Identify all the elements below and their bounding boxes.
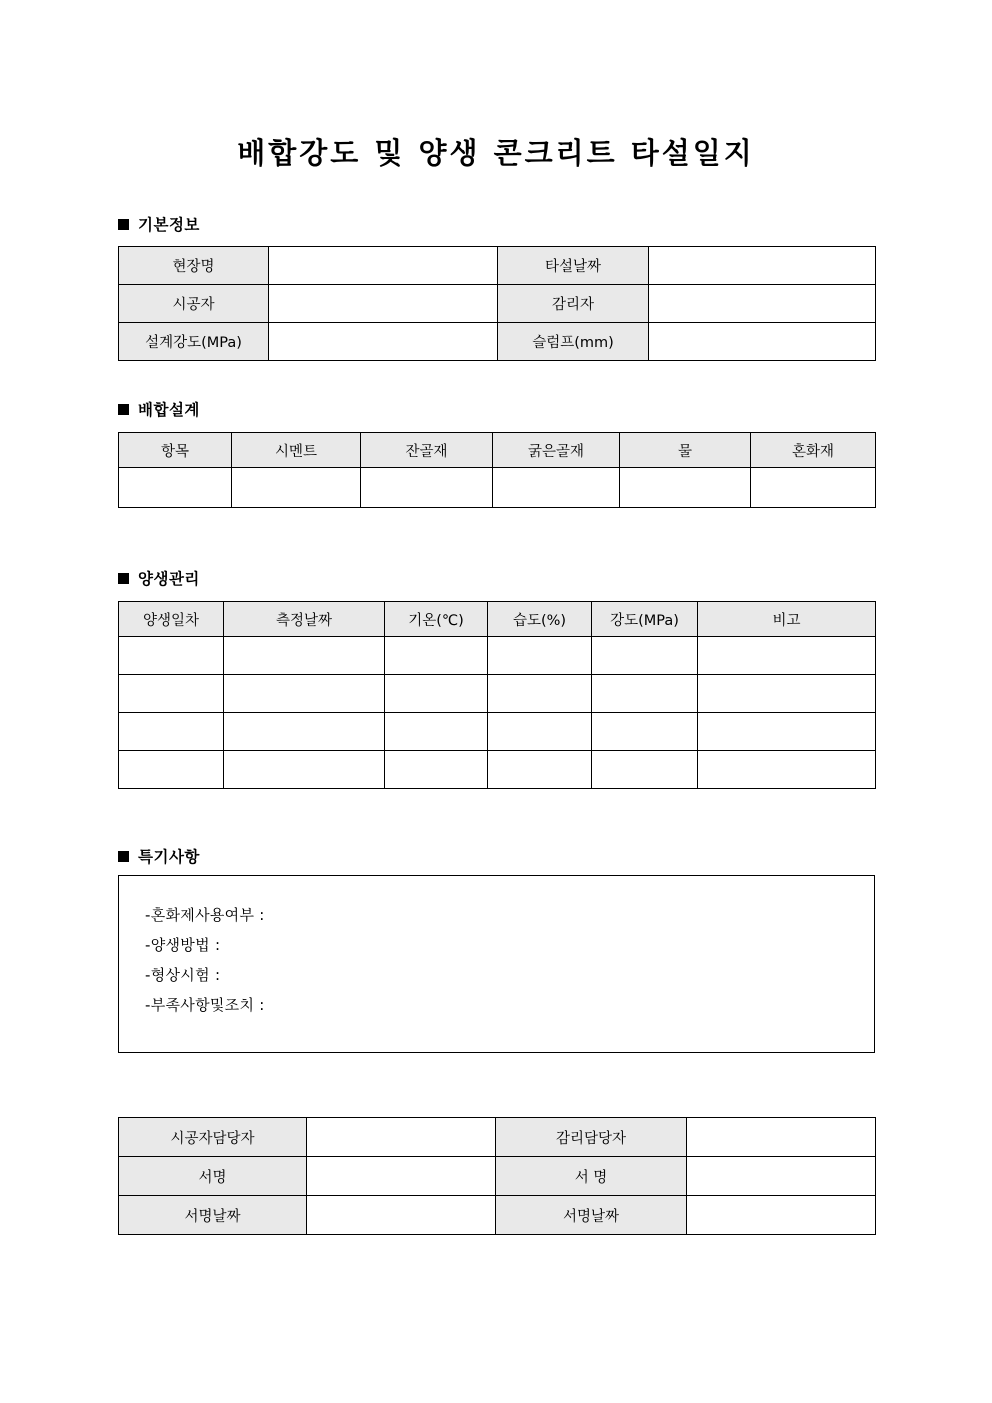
- square-bullet-icon: [118, 851, 129, 862]
- signature-label-contractor-sign-date: 서명날짜: [119, 1196, 307, 1235]
- table-row: [119, 675, 876, 713]
- signature-value-contractor-sign-date[interactable]: [307, 1196, 496, 1235]
- mix-design-cell-coarse-aggregate[interactable]: [493, 468, 620, 508]
- curing-header-humidity: 습도(%): [488, 602, 592, 637]
- section-heading-basic-info-label: 기본정보: [138, 216, 200, 234]
- mix-design-cell-item[interactable]: [119, 468, 232, 508]
- basic-info-label-design-strength: 설계강도(MPa): [119, 323, 269, 361]
- curing-cell-temperature[interactable]: [385, 713, 488, 751]
- curing-cell-day[interactable]: [119, 675, 224, 713]
- curing-cell-temperature[interactable]: [385, 637, 488, 675]
- curing-header-strength: 강도(MPa): [592, 602, 698, 637]
- mix-design-cell-water[interactable]: [620, 468, 751, 508]
- square-bullet-icon: [118, 404, 129, 415]
- table-header-row: [119, 602, 876, 637]
- section-heading-special-notes-label: 특기사항: [138, 848, 200, 866]
- curing-cell-humidity[interactable]: [488, 751, 592, 789]
- basic-info-value-site-name[interactable]: [269, 247, 498, 285]
- curing-header-day: 양생일차: [119, 602, 224, 637]
- mix-design-header-fine-aggregate: 잔골재: [361, 433, 493, 468]
- basic-info-label-supervisor: 감리자: [498, 285, 649, 323]
- curing-cell-remarks[interactable]: [698, 713, 876, 751]
- table-row: [119, 247, 876, 285]
- curing-cell-temperature[interactable]: [385, 675, 488, 713]
- basic-info-value-supervisor[interactable]: [649, 285, 876, 323]
- mix-design-header-item: 항목: [119, 433, 232, 468]
- signature-value-supervisor-sign[interactable]: [687, 1157, 876, 1196]
- table-row: [119, 1118, 876, 1157]
- mix-design-cell-cement[interactable]: [232, 468, 361, 508]
- curing-cell-strength[interactable]: [592, 751, 698, 789]
- square-bullet-icon: [118, 219, 129, 230]
- signature-label-supervisor-sign-date: 서명날짜: [496, 1196, 687, 1235]
- section-heading-special-notes: [118, 845, 200, 867]
- mix-design-header-coarse-aggregate: 굵은골재: [493, 433, 620, 468]
- basic-info-label-slump: 슬럼프(mm): [498, 323, 649, 361]
- curing-cell-day[interactable]: [119, 751, 224, 789]
- section-heading-curing-management-label: 양생관리: [138, 570, 200, 588]
- table-row: [119, 285, 876, 323]
- curing-cell-remarks[interactable]: [698, 637, 876, 675]
- special-note-line-deficiency-action: -부족사항및조치 :: [145, 996, 265, 1014]
- table-row: [119, 713, 876, 751]
- mix-design-header-cement: 시멘트: [232, 433, 361, 468]
- signature-table: [118, 1117, 876, 1235]
- curing-cell-temperature[interactable]: [385, 751, 488, 789]
- section-heading-mix-design-label: 배합설계: [138, 401, 200, 419]
- signature-label-supervisor-manager: 감리담당자: [496, 1118, 687, 1157]
- curing-cell-day[interactable]: [119, 713, 224, 751]
- basic-info-value-slump[interactable]: [649, 323, 876, 361]
- square-bullet-icon: [118, 573, 129, 584]
- curing-cell-remarks[interactable]: [698, 751, 876, 789]
- curing-cell-measure-date[interactable]: [224, 751, 385, 789]
- special-note-line-curing-method: -양생방법 :: [145, 936, 221, 954]
- basic-info-label-pour-date: 타설날짜: [498, 247, 649, 285]
- curing-cell-humidity[interactable]: [488, 713, 592, 751]
- special-note-line-shape-test: -형상시험 :: [145, 966, 221, 984]
- curing-cell-strength[interactable]: [592, 713, 698, 751]
- curing-cell-strength[interactable]: [592, 637, 698, 675]
- section-heading-mix-design: [118, 398, 200, 420]
- basic-info-value-pour-date[interactable]: [649, 247, 876, 285]
- curing-header-temperature: 기온(℃): [385, 602, 488, 637]
- table-row: [119, 637, 876, 675]
- curing-cell-day[interactable]: [119, 637, 224, 675]
- mix-design-cell-fine-aggregate[interactable]: [361, 468, 493, 508]
- section-heading-curing-management: [118, 567, 200, 589]
- basic-info-table: [118, 246, 876, 361]
- signature-label-contractor-manager: 시공자담당자: [119, 1118, 307, 1157]
- curing-cell-humidity[interactable]: [488, 637, 592, 675]
- special-note-line-admixture-usage: -혼화제사용여부 :: [145, 906, 265, 924]
- special-notes-box[interactable]: [118, 875, 875, 1053]
- curing-cell-measure-date[interactable]: [224, 675, 385, 713]
- table-row: [119, 751, 876, 789]
- table-row: [119, 323, 876, 361]
- curing-management-table: [118, 601, 876, 789]
- signature-value-contractor-manager[interactable]: [307, 1118, 496, 1157]
- basic-info-value-design-strength[interactable]: [269, 323, 498, 361]
- table-row: [119, 468, 876, 508]
- basic-info-label-contractor: 시공자: [119, 285, 269, 323]
- curing-cell-strength[interactable]: [592, 675, 698, 713]
- signature-value-supervisor-manager[interactable]: [687, 1118, 876, 1157]
- signature-value-contractor-sign[interactable]: [307, 1157, 496, 1196]
- mix-design-cell-admixture[interactable]: [751, 468, 876, 508]
- section-heading-basic-info: [118, 213, 200, 235]
- page-title: 배합강도 및 양생 콘크리트 타설일지: [237, 136, 755, 170]
- curing-header-measure-date: 측정날짜: [224, 602, 385, 637]
- table-row: [119, 1196, 876, 1235]
- signature-value-supervisor-sign-date[interactable]: [687, 1196, 876, 1235]
- curing-cell-humidity[interactable]: [488, 675, 592, 713]
- basic-info-value-contractor[interactable]: [269, 285, 498, 323]
- signature-label-contractor-sign: 서명: [119, 1157, 307, 1196]
- table-row: [119, 1157, 876, 1196]
- table-header-row: [119, 433, 876, 468]
- mix-design-header-admixture: 혼화재: [751, 433, 876, 468]
- signature-label-supervisor-sign: 서 명: [496, 1157, 687, 1196]
- curing-header-remarks: 비고: [698, 602, 876, 637]
- curing-cell-measure-date[interactable]: [224, 637, 385, 675]
- basic-info-label-site-name: 현장명: [119, 247, 269, 285]
- curing-cell-remarks[interactable]: [698, 675, 876, 713]
- mix-design-table: [118, 432, 876, 508]
- curing-cell-measure-date[interactable]: [224, 713, 385, 751]
- mix-design-header-water: 물: [620, 433, 751, 468]
